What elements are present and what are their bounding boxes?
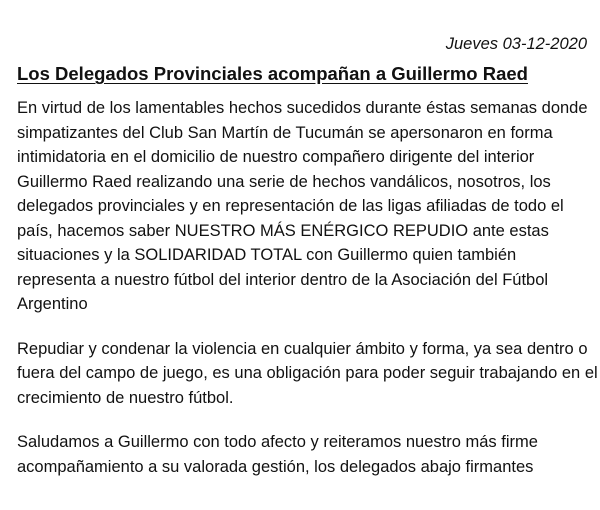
document-title: Los Delegados Provinciales acompañan a Guillermo Raed bbox=[17, 63, 528, 84]
paragraph-1 bbox=[17, 96, 595, 317]
text-line: representa a nuestro fútbol del interior dentro de la Asociación del Fútbol bbox=[17, 270, 549, 289]
text-line: Argentino bbox=[17, 295, 88, 313]
text-line: Guillermo Raed realizando una serie de hechos vandálicos, nosotros, los bbox=[17, 172, 551, 191]
document-body bbox=[17, 96, 598, 499]
paragraph-3 bbox=[17, 430, 595, 479]
text-line: delegados provinciales y en representación de las ligas afiliadas de todo el bbox=[17, 197, 564, 215]
text-line: fuera del campo de juego, es una obligación para poder seguir trabajando en el bbox=[17, 364, 598, 382]
paragraph-2 bbox=[17, 337, 598, 411]
text-line: intimidatoria en el domicilio de nuestro compañero dirigente del interior bbox=[17, 148, 535, 166]
text-line: simpatizantes del Club San Martín de Tucumán se apersonaron en forma bbox=[17, 123, 553, 142]
text-line: Repudiar y condenar la violencia en cualquier ámbito y forma, ya sea dentro o bbox=[17, 339, 588, 358]
document-date: Jueves 03-12-2020 bbox=[445, 35, 587, 53]
text-line: país, hacemos saber NUESTRO MÁS ENÉRGICO REPUDIO ante estas bbox=[17, 221, 549, 240]
text-line: En virtud de los lamentables hechos sucedidos durante éstas semanas donde bbox=[17, 99, 588, 117]
text-line: crecimiento de nuestro fútbol. bbox=[17, 388, 234, 407]
text-line: acompañamiento a su valorada gestión, los delegados abajo firmantes bbox=[17, 457, 534, 476]
text-line: Saludamos a Guillermo con todo afecto y reiteramos nuestro más firme bbox=[17, 433, 538, 451]
text-line: situaciones y la SOLIDARIDAD TOTAL con Guillermo quien también bbox=[17, 246, 517, 264]
